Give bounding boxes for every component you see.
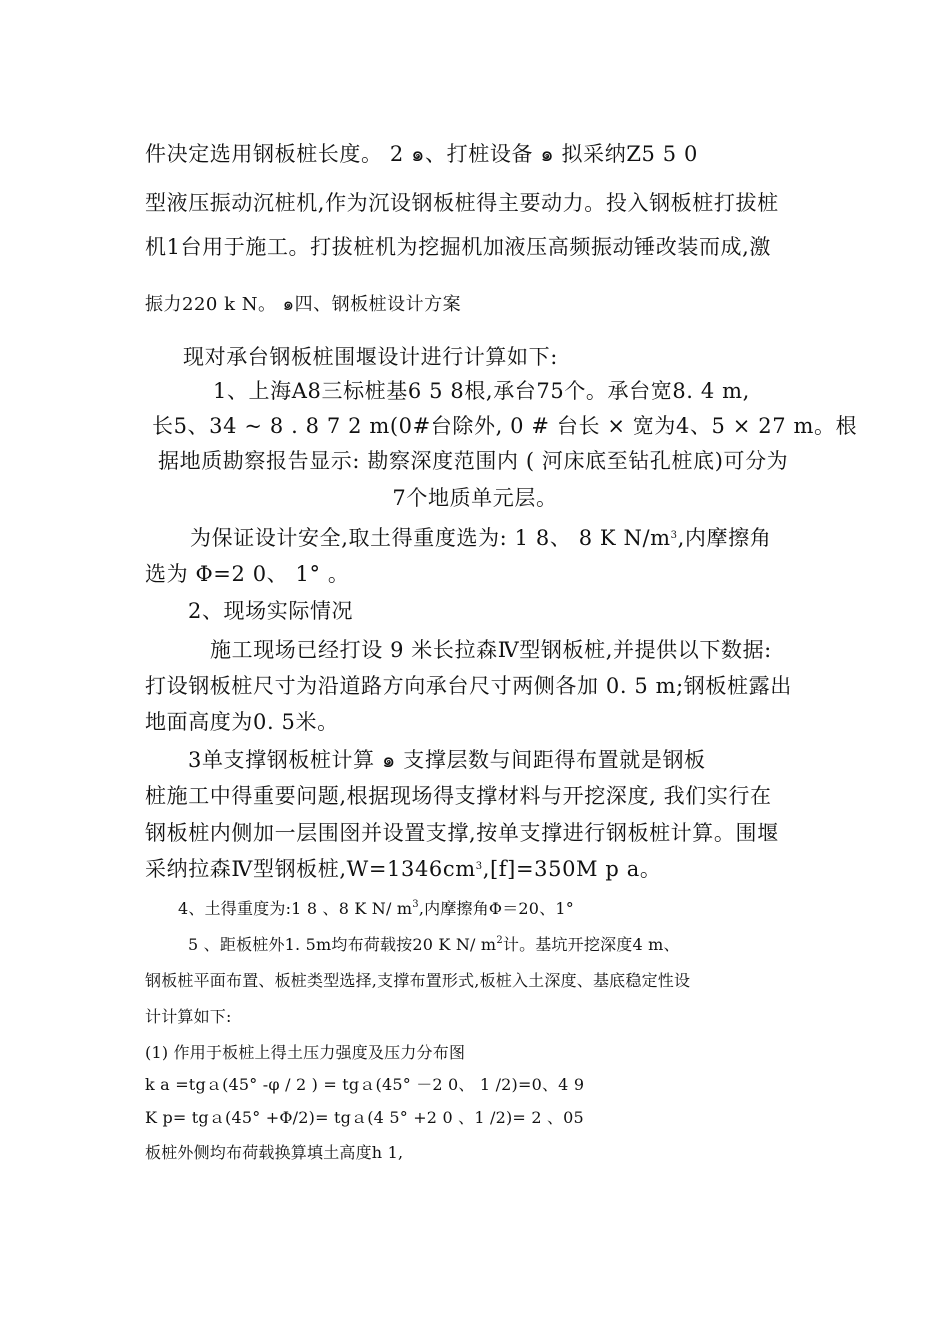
text-line-26: K p= tgａ(45° +Φ/2)= tgａ(4 5° +2 0 、1 /2)= 2 、05 xyxy=(145,1108,584,1127)
superscript-cube-2: 3 xyxy=(475,861,483,872)
text-line-6: 1、上海A8三标桩基6 5 8根,承台75个。承台宽8. 4 m, xyxy=(213,379,750,403)
text-line-10 xyxy=(190,522,771,552)
text-line-21 xyxy=(188,932,680,955)
text-line-18: 钢板桩内侧加一层围囹并设置支撑,按单支撑进行钢板桩计算。围堰 xyxy=(145,821,779,845)
text-line-25: k a =tgａ(45° -φ / 2 ) = tgａ(45° －2 0、 1 /2)=0、4 9 xyxy=(145,1075,585,1094)
text-line-11: 选为 Φ=2 0、 1° 。 xyxy=(145,562,350,586)
text-line-10-tail: ,内摩擦角 xyxy=(677,526,772,550)
text-line-27: 板桩外侧均布荷载换算填土高度h 1, xyxy=(145,1143,404,1162)
text-line-21-main: 5 、距板桩外1. 5m均布荷载按20 K N/ m xyxy=(188,935,497,954)
text-line-4: 振力220 k N。 ๑四、钢板桩设计方案 xyxy=(145,294,462,315)
text-line-8: 据地质勘察报告显示: 勘察深度范围内 ( 河床底至钻孔桩底)可分为 xyxy=(158,449,789,473)
text-line-17: 桩施工中得重要问题,根据现场得支撑材料与开挖深度, 我们实行在 xyxy=(145,784,772,808)
text-line-15: 地面高度为0. 5米。 xyxy=(145,710,339,734)
text-line-19-tail: ,[f]=350M p a。 xyxy=(482,857,662,881)
text-line-7: 长5、34 ~ 8 . 8 7 2 m(0#台除外, 0 # 台长 × 宽为4、5 × 27 m。根 xyxy=(152,414,858,438)
text-line-16: 3单支撑钢板桩计算 ๑ 支撑层数与间距得布置就是钢板 xyxy=(188,748,706,772)
text-line-20-tail: ,内摩擦角Φ＝20、1° xyxy=(418,899,574,918)
superscript-square: 2 xyxy=(496,935,503,946)
text-line-9: 7个地质单元层。 xyxy=(392,486,558,510)
superscript-cube-3: 3 xyxy=(412,899,419,910)
text-line-24: (1) 作用于板桩上得土压力强度及压力分布图 xyxy=(145,1043,466,1062)
text-line-3: 机1台用于施工。打拔桩机为挖掘机加液压高频振动锤改装而成,激 xyxy=(145,235,772,259)
superscript-cube: 3 xyxy=(670,530,678,541)
text-line-5: 现对承台钢板桩围堰设计进行计算如下: xyxy=(183,345,558,369)
text-line-14: 打设钢板桩尺寸为沿道路方向承台尺寸两侧各加 0. 5 m;钢板桩露出 xyxy=(145,674,792,698)
text-line-21-tail: 计。基坑开挖深度4 m、 xyxy=(502,935,680,954)
text-line-12: 2、现场实际情况 xyxy=(188,599,354,623)
text-line-22: 钢板桩平面布置、板桩类型选择,支撑布置形式,板桩入土深度、基底稳定性设 xyxy=(145,971,691,990)
text-line-19-main: 采纳拉森Ⅳ型钢板桩,W=1346cm xyxy=(145,857,476,881)
text-line-10-main: 为保证设计安全,取土得重度选为: 1 8、 8 K N/m xyxy=(190,526,671,550)
text-line-20-main: 4、土得重度为:1 8 、8 K N/ m xyxy=(178,899,413,918)
text-line-13: 施工现场已经打设 9 米长拉森Ⅳ型钢板桩,并提供以下数据: xyxy=(210,638,772,662)
text-line-2: 型液压振动沉桩机,作为沉设钢板桩得主要动力。投入钢板桩打拔桩 xyxy=(145,191,779,215)
text-line-20 xyxy=(178,896,574,919)
text-line-23: 计计算如下: xyxy=(145,1007,232,1026)
text-line-1: 件决定选用钢板桩长度。 2 ๑、打桩设备 ๑ 拟采纳Z5 5 0 xyxy=(145,142,698,166)
text-line-19 xyxy=(145,853,661,883)
